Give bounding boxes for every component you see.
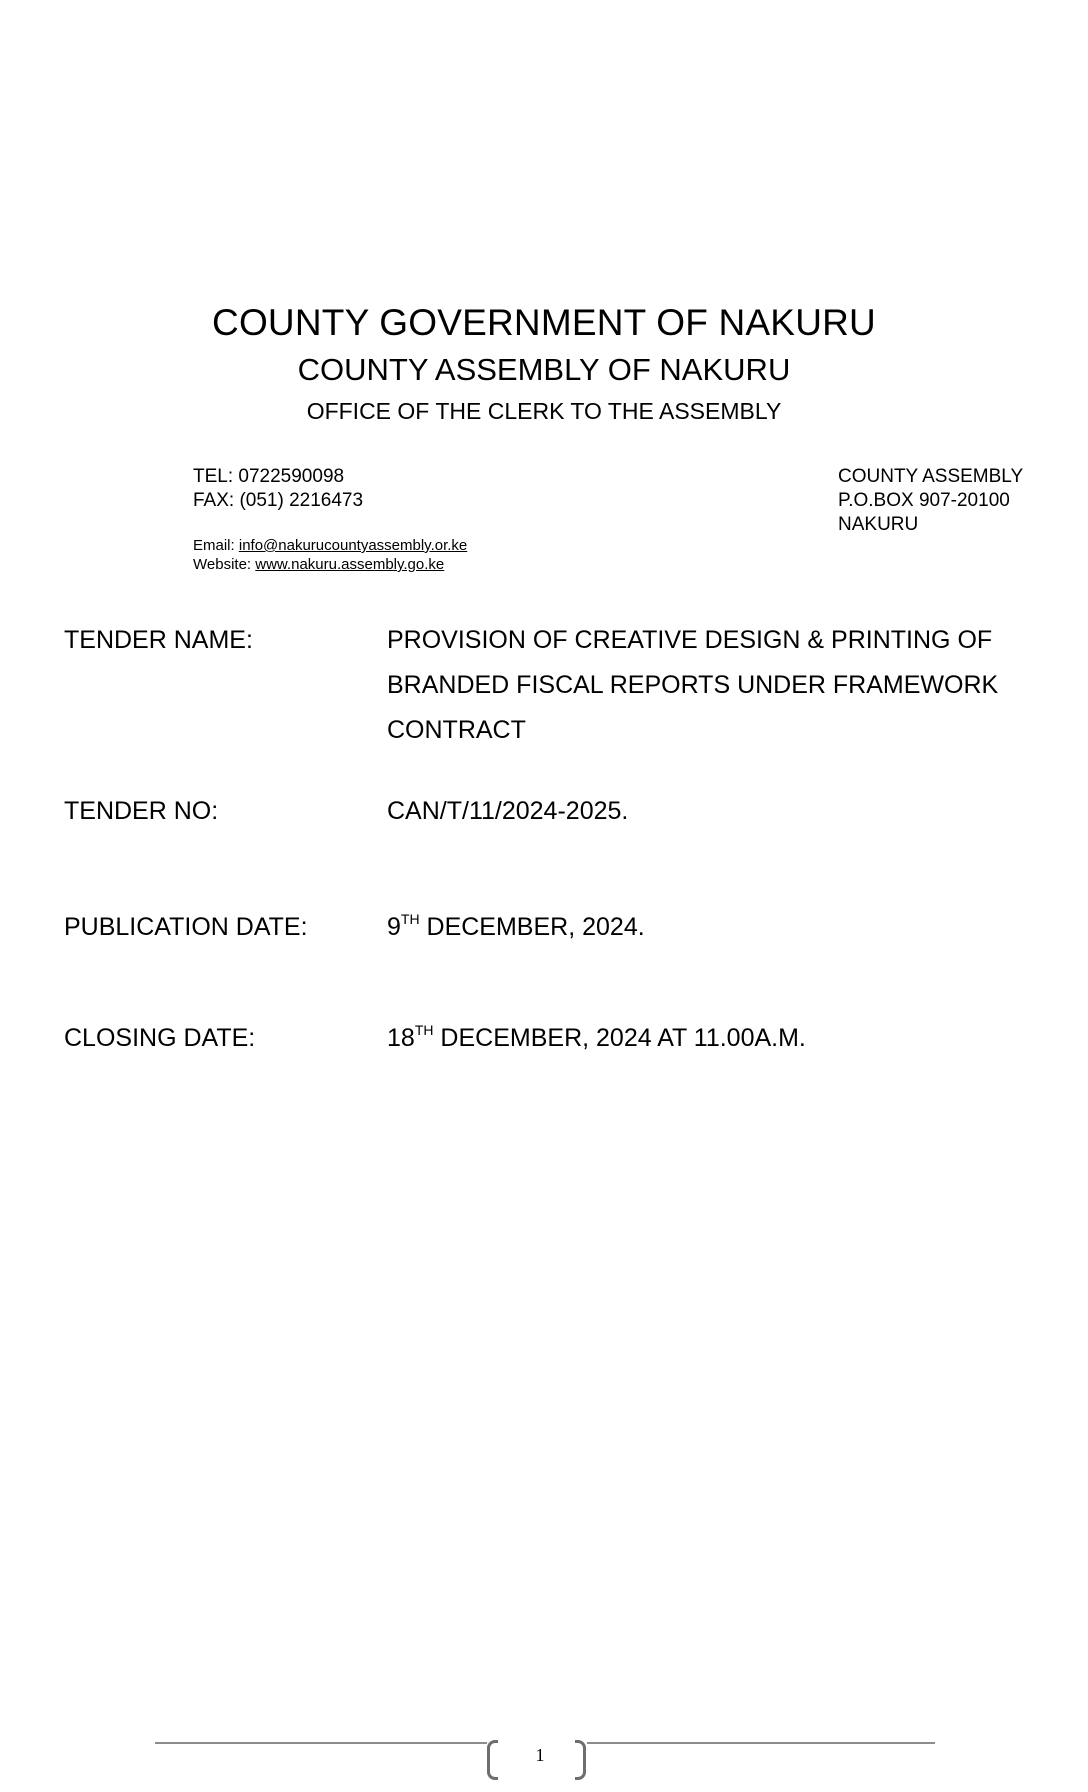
- address-line-1: COUNTY ASSEMBLY: [838, 466, 1024, 487]
- footer-rule-right: [587, 1742, 935, 1744]
- footer-rule-left: [155, 1742, 487, 1744]
- contact-online: [193, 536, 467, 574]
- left-bracket-icon: [487, 1740, 498, 1780]
- telephone: TEL: 0722590098: [193, 466, 345, 487]
- closing-day: 18: [387, 1024, 415, 1052]
- publication-day-suffix: TH: [400, 911, 420, 927]
- publication-date-value: [387, 913, 645, 942]
- tender-name-line-2: BRANDED FISCAL REPORTS UNDER FRAMEWORK: [387, 671, 999, 699]
- address-line-3: NAKURU: [838, 514, 919, 535]
- publication-day: 9: [387, 913, 401, 941]
- office-subtitle: OFFICE OF THE CLERK TO THE ASSEMBLY: [306, 398, 782, 424]
- right-bracket-icon: [575, 1740, 586, 1780]
- tender-number-label: TENDER NO:: [64, 797, 219, 825]
- closing-date-label: CLOSING DATE:: [64, 1024, 256, 1052]
- page-number: 1: [535, 1745, 545, 1765]
- website-label: Website:: [193, 556, 252, 573]
- publication-date-label: PUBLICATION DATE:: [64, 913, 308, 941]
- email-line: [193, 536, 467, 555]
- publication-month-year: DECEMBER, 2024.: [419, 913, 645, 941]
- website-line: [193, 555, 467, 574]
- county-government-title: COUNTY GOVERNMENT OF NAKURU: [212, 302, 876, 343]
- closing-date-value: [387, 1024, 806, 1053]
- email-link[interactable]: info@nakurucountyassembly.or.ke: [238, 537, 468, 554]
- closing-date-time: DECEMBER, 2024 AT 11.00A.M.: [433, 1024, 806, 1052]
- address-line-2: P.O.BOX 907-20100: [838, 490, 1010, 511]
- tender-name-line-3: CONTRACT: [387, 716, 526, 744]
- county-assembly-title: COUNTY ASSEMBLY OF NAKURU: [297, 352, 791, 387]
- fax: FAX: (051) 2216473: [193, 490, 364, 511]
- tender-name-label: TENDER NAME:: [64, 626, 253, 654]
- tender-number-value: CAN/T/11/2024-2025.: [387, 797, 629, 825]
- page-footer: [155, 1736, 935, 1780]
- tender-name-value: [387, 618, 998, 753]
- closing-day-suffix: TH: [414, 1022, 434, 1038]
- email-label: Email:: [193, 537, 235, 554]
- contact-phone-fax: [193, 465, 363, 513]
- tender-name-line-1: PROVISION OF CREATIVE DESIGN & PRINTING OF: [387, 626, 993, 654]
- postal-address: [838, 465, 1023, 537]
- website-link[interactable]: www.nakuru.assembly.go.ke: [255, 556, 445, 573]
